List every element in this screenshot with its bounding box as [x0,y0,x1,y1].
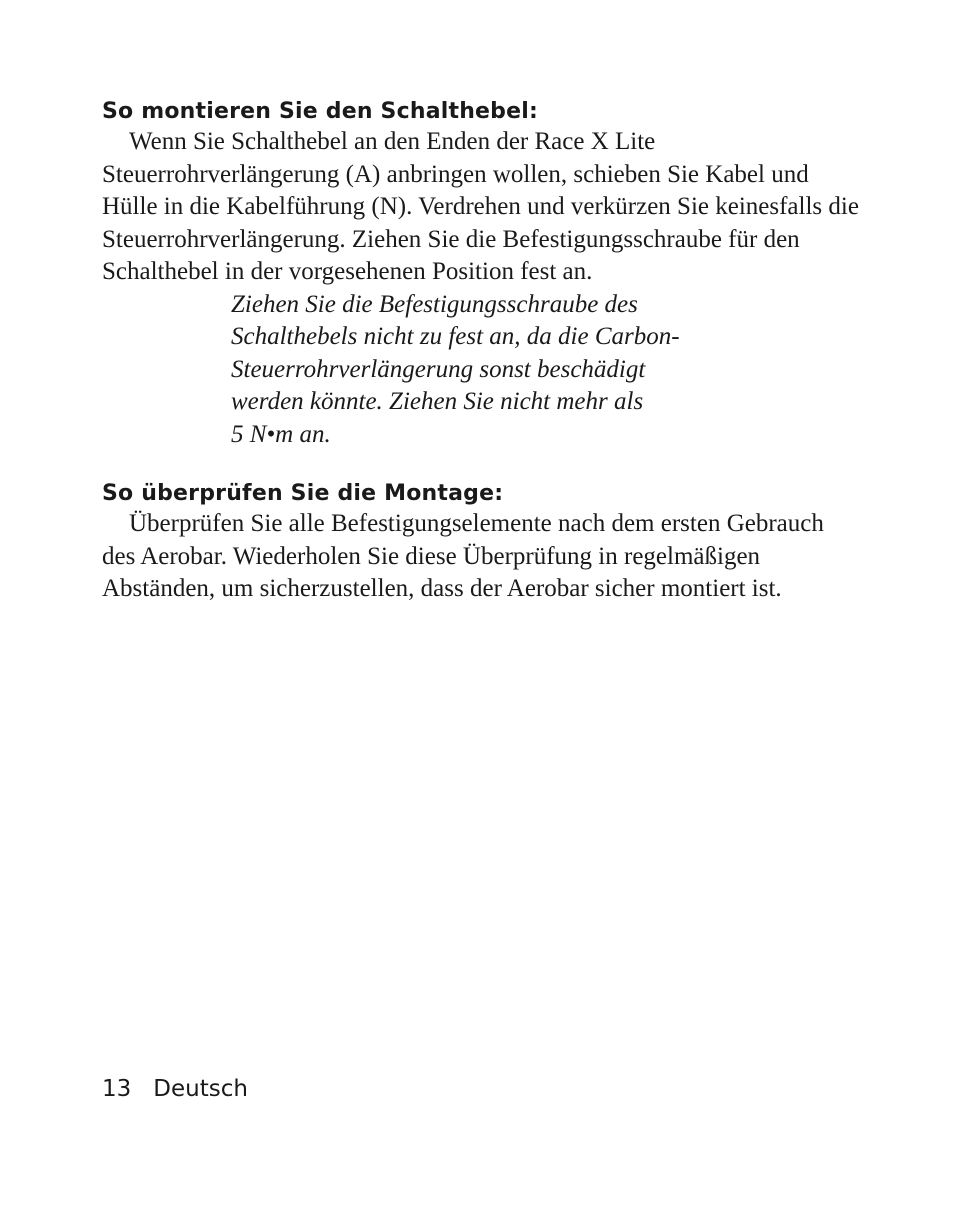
check-assembly-paragraph: Überprüfen Sie alle Befestigungselemente nach dem ersten Gebrauch des Aerobar. Wiederholen Sie diese Überprüfung in regelmäßigen Abständen, um sicherzustellen, dass der Aerobar sicher montiert ist. [102,510,824,602]
note-line: Ziehen Sie die Befestigungsschraube des [231,290,638,318]
section-heading-install-shifter: So montieren Sie den Schalthebel: [102,99,538,124]
page-number: 13 [102,1076,132,1102]
document-page [102,98,862,606]
torque-warning-note [231,289,731,452]
install-shifter-paragraph: Wenn Sie Schalthebel an den Enden der Race X Lite Steuerrohrverlängerung (A) anbringen wollen, schieben Sie Kabel und Hülle in die Kabelführung (N). Verdrehen und verkürzen Sie keinesfalls die Steuerrohrverlängerung. Ziehen Sie die Befestigungsschraube für den Schalthebel in der vorgesehenen Position fest an. [102,128,859,285]
note-line: 5 N•m an. [231,420,331,448]
page-footer [102,1074,248,1104]
section-spacer [102,451,862,480]
note-line: Schalthebels nicht zu fest an, da die Carbon- [231,323,680,350]
footer-language: Deutsch [153,1076,248,1102]
note-line: Steuerrohrverlängerung sonst beschädigt [231,355,646,383]
note-line: werden könnte. Ziehen Sie nicht mehr als [231,388,644,415]
section-heading-check-assembly: So überprüfen Sie die Montage: [102,481,504,506]
